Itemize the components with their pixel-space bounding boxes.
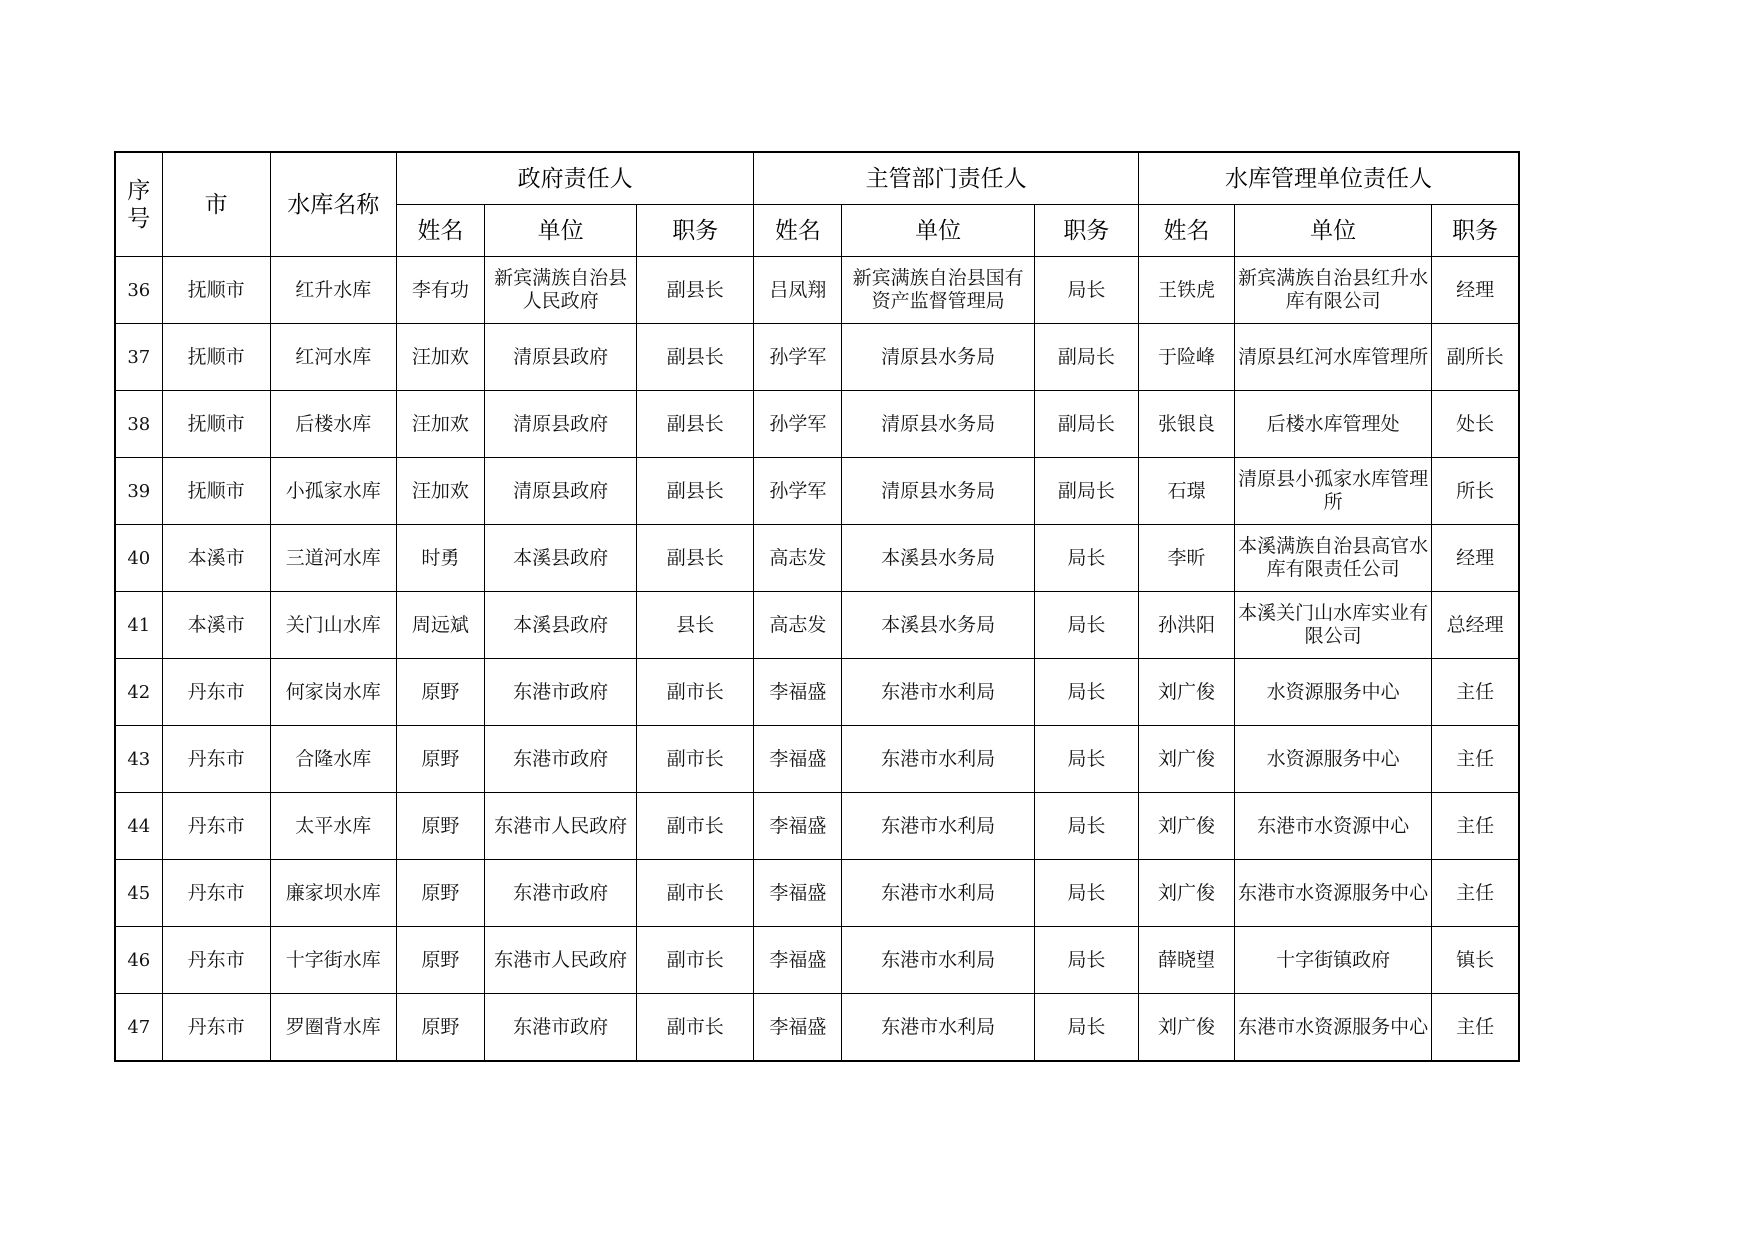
cell-dept-unit: 东港市水利局 bbox=[842, 927, 1034, 994]
cell-seq: 41 bbox=[115, 592, 162, 659]
cell-dept-title: 局长 bbox=[1034, 927, 1138, 994]
cell-seq: 38 bbox=[115, 391, 162, 458]
cell-gov-unit: 东港市政府 bbox=[484, 994, 636, 1062]
cell-reservoir: 红河水库 bbox=[270, 324, 396, 391]
table-row bbox=[115, 860, 1519, 927]
cell-dept-title: 局长 bbox=[1034, 793, 1138, 860]
header-group-management: 水库管理单位责任人 bbox=[1138, 152, 1519, 205]
cell-city: 丹东市 bbox=[162, 659, 270, 726]
cell-gov-name: 周远斌 bbox=[396, 592, 484, 659]
cell-gov-unit: 清原县政府 bbox=[484, 391, 636, 458]
cell-dept-unit: 东港市水利局 bbox=[842, 659, 1034, 726]
cell-dept-name: 孙学军 bbox=[754, 458, 842, 525]
header-mgmt-unit: 单位 bbox=[1235, 205, 1432, 257]
cell-seq: 45 bbox=[115, 860, 162, 927]
cell-mgmt-unit: 水资源服务中心 bbox=[1235, 726, 1432, 793]
cell-seq: 40 bbox=[115, 525, 162, 592]
cell-dept-name: 孙学军 bbox=[754, 324, 842, 391]
cell-dept-name: 李福盛 bbox=[754, 860, 842, 927]
cell-city: 抚顺市 bbox=[162, 458, 270, 525]
cell-mgmt-title: 经理 bbox=[1432, 257, 1519, 324]
cell-dept-unit: 清原县水务局 bbox=[842, 458, 1034, 525]
cell-mgmt-unit: 东港市水资源服务中心 bbox=[1235, 994, 1432, 1062]
cell-dept-name: 高志发 bbox=[754, 592, 842, 659]
cell-gov-title: 副市长 bbox=[637, 860, 754, 927]
cell-gov-title: 副市长 bbox=[637, 659, 754, 726]
cell-seq: 46 bbox=[115, 927, 162, 994]
cell-reservoir: 廉家坝水库 bbox=[270, 860, 396, 927]
cell-mgmt-unit: 东港市水资源中心 bbox=[1235, 793, 1432, 860]
cell-seq: 37 bbox=[115, 324, 162, 391]
cell-dept-unit: 新宾满族自治县国有资产监督管理局 bbox=[842, 257, 1034, 324]
cell-seq: 47 bbox=[115, 994, 162, 1062]
cell-gov-name: 时勇 bbox=[396, 525, 484, 592]
cell-gov-name: 原野 bbox=[396, 659, 484, 726]
cell-gov-name: 原野 bbox=[396, 860, 484, 927]
cell-seq: 43 bbox=[115, 726, 162, 793]
cell-dept-name: 李福盛 bbox=[754, 927, 842, 994]
cell-dept-title: 副局长 bbox=[1034, 324, 1138, 391]
cell-gov-name: 李有功 bbox=[396, 257, 484, 324]
cell-mgmt-title: 主任 bbox=[1432, 726, 1519, 793]
table-body bbox=[115, 257, 1519, 1062]
header-group-department: 主管部门责任人 bbox=[754, 152, 1139, 205]
cell-gov-unit: 东港市政府 bbox=[484, 726, 636, 793]
cell-mgmt-title: 总经理 bbox=[1432, 592, 1519, 659]
cell-gov-title: 副市长 bbox=[637, 994, 754, 1062]
cell-dept-unit: 清原县水务局 bbox=[842, 324, 1034, 391]
cell-city: 本溪市 bbox=[162, 525, 270, 592]
reservoir-responsibility-table bbox=[114, 151, 1520, 1062]
cell-mgmt-title: 主任 bbox=[1432, 793, 1519, 860]
cell-dept-title: 局长 bbox=[1034, 860, 1138, 927]
table-row bbox=[115, 592, 1519, 659]
cell-city: 丹东市 bbox=[162, 860, 270, 927]
cell-dept-unit: 东港市水利局 bbox=[842, 994, 1034, 1062]
cell-gov-name: 汪加欢 bbox=[396, 324, 484, 391]
cell-gov-title: 副县长 bbox=[637, 391, 754, 458]
table-row bbox=[115, 659, 1519, 726]
cell-mgmt-name: 李昕 bbox=[1138, 525, 1234, 592]
cell-gov-title: 副县长 bbox=[637, 324, 754, 391]
cell-mgmt-unit: 新宾满族自治县红升水库有限公司 bbox=[1235, 257, 1432, 324]
cell-mgmt-unit: 后楼水库管理处 bbox=[1235, 391, 1432, 458]
cell-mgmt-unit: 清原县红河水库管理所 bbox=[1235, 324, 1432, 391]
cell-mgmt-title: 镇长 bbox=[1432, 927, 1519, 994]
header-reservoir: 水库名称 bbox=[270, 152, 396, 257]
cell-city: 抚顺市 bbox=[162, 391, 270, 458]
cell-gov-unit: 东港市人民政府 bbox=[484, 927, 636, 994]
cell-city: 本溪市 bbox=[162, 592, 270, 659]
cell-city: 丹东市 bbox=[162, 793, 270, 860]
cell-gov-title: 副市长 bbox=[637, 726, 754, 793]
table-row bbox=[115, 793, 1519, 860]
table-row bbox=[115, 726, 1519, 793]
cell-reservoir: 合隆水库 bbox=[270, 726, 396, 793]
table-row bbox=[115, 458, 1519, 525]
cell-mgmt-unit: 十字街镇政府 bbox=[1235, 927, 1432, 994]
cell-mgmt-unit: 本溪关门山水库实业有限公司 bbox=[1235, 592, 1432, 659]
cell-gov-title: 副市长 bbox=[637, 927, 754, 994]
cell-gov-unit: 本溪县政府 bbox=[484, 525, 636, 592]
cell-dept-title: 局长 bbox=[1034, 257, 1138, 324]
header-gov-unit: 单位 bbox=[484, 205, 636, 257]
cell-city: 丹东市 bbox=[162, 994, 270, 1062]
table-row bbox=[115, 927, 1519, 994]
cell-mgmt-name: 刘广俊 bbox=[1138, 793, 1234, 860]
table-row bbox=[115, 525, 1519, 592]
header-group-row bbox=[115, 152, 1519, 205]
cell-mgmt-unit: 水资源服务中心 bbox=[1235, 659, 1432, 726]
cell-gov-title: 副县长 bbox=[637, 257, 754, 324]
cell-gov-unit: 东港市政府 bbox=[484, 659, 636, 726]
header-gov-title: 职务 bbox=[637, 205, 754, 257]
cell-reservoir: 罗圈背水库 bbox=[270, 994, 396, 1062]
cell-dept-unit: 本溪县水务局 bbox=[842, 525, 1034, 592]
cell-dept-title: 副局长 bbox=[1034, 391, 1138, 458]
header-mgmt-title: 职务 bbox=[1432, 205, 1519, 257]
header-dept-name: 姓名 bbox=[754, 205, 842, 257]
table-row bbox=[115, 994, 1519, 1062]
cell-mgmt-title: 副所长 bbox=[1432, 324, 1519, 391]
header-dept-title: 职务 bbox=[1034, 205, 1138, 257]
cell-gov-title: 县长 bbox=[637, 592, 754, 659]
cell-mgmt-name: 薛晓望 bbox=[1138, 927, 1234, 994]
cell-gov-unit: 东港市人民政府 bbox=[484, 793, 636, 860]
cell-dept-unit: 东港市水利局 bbox=[842, 860, 1034, 927]
cell-dept-title: 局长 bbox=[1034, 994, 1138, 1062]
cell-mgmt-name: 孙洪阳 bbox=[1138, 592, 1234, 659]
cell-dept-title: 局长 bbox=[1034, 659, 1138, 726]
cell-mgmt-name: 于险峰 bbox=[1138, 324, 1234, 391]
cell-reservoir: 三道河水库 bbox=[270, 525, 396, 592]
cell-city: 丹东市 bbox=[162, 927, 270, 994]
cell-dept-title: 副局长 bbox=[1034, 458, 1138, 525]
cell-gov-unit: 清原县政府 bbox=[484, 324, 636, 391]
cell-gov-name: 汪加欢 bbox=[396, 391, 484, 458]
cell-reservoir: 关门山水库 bbox=[270, 592, 396, 659]
table-row bbox=[115, 391, 1519, 458]
cell-mgmt-title: 主任 bbox=[1432, 860, 1519, 927]
cell-dept-unit: 东港市水利局 bbox=[842, 793, 1034, 860]
cell-mgmt-name: 张银良 bbox=[1138, 391, 1234, 458]
cell-dept-title: 局长 bbox=[1034, 525, 1138, 592]
header-mgmt-name: 姓名 bbox=[1138, 205, 1234, 257]
cell-mgmt-name: 石璟 bbox=[1138, 458, 1234, 525]
cell-dept-name: 李福盛 bbox=[754, 994, 842, 1062]
cell-dept-name: 高志发 bbox=[754, 525, 842, 592]
cell-dept-unit: 东港市水利局 bbox=[842, 726, 1034, 793]
cell-gov-title: 副市长 bbox=[637, 793, 754, 860]
cell-mgmt-title: 处长 bbox=[1432, 391, 1519, 458]
header-group-government: 政府责任人 bbox=[396, 152, 754, 205]
cell-reservoir: 何家岗水库 bbox=[270, 659, 396, 726]
cell-dept-title: 局长 bbox=[1034, 726, 1138, 793]
cell-mgmt-title: 所长 bbox=[1432, 458, 1519, 525]
table-row bbox=[115, 257, 1519, 324]
cell-dept-unit: 本溪县水务局 bbox=[842, 592, 1034, 659]
cell-reservoir: 后楼水库 bbox=[270, 391, 396, 458]
cell-reservoir: 十字街水库 bbox=[270, 927, 396, 994]
cell-gov-title: 副县长 bbox=[637, 458, 754, 525]
cell-mgmt-title: 主任 bbox=[1432, 659, 1519, 726]
cell-seq: 36 bbox=[115, 257, 162, 324]
cell-seq: 42 bbox=[115, 659, 162, 726]
cell-mgmt-title: 主任 bbox=[1432, 994, 1519, 1062]
cell-gov-unit: 新宾满族自治县人民政府 bbox=[484, 257, 636, 324]
cell-city: 抚顺市 bbox=[162, 324, 270, 391]
cell-dept-name: 李福盛 bbox=[754, 726, 842, 793]
cell-dept-unit: 清原县水务局 bbox=[842, 391, 1034, 458]
cell-mgmt-name: 刘广俊 bbox=[1138, 726, 1234, 793]
cell-dept-name: 孙学军 bbox=[754, 391, 842, 458]
header-dept-unit: 单位 bbox=[842, 205, 1034, 257]
cell-mgmt-name: 王铁虎 bbox=[1138, 257, 1234, 324]
cell-gov-name: 原野 bbox=[396, 726, 484, 793]
cell-seq: 44 bbox=[115, 793, 162, 860]
cell-mgmt-unit: 东港市水资源服务中心 bbox=[1235, 860, 1432, 927]
cell-reservoir: 太平水库 bbox=[270, 793, 396, 860]
header-gov-name: 姓名 bbox=[396, 205, 484, 257]
cell-mgmt-name: 刘广俊 bbox=[1138, 659, 1234, 726]
cell-seq: 39 bbox=[115, 458, 162, 525]
cell-dept-name: 吕凤翔 bbox=[754, 257, 842, 324]
cell-gov-name: 原野 bbox=[396, 793, 484, 860]
cell-gov-name: 原野 bbox=[396, 927, 484, 994]
cell-mgmt-name: 刘广俊 bbox=[1138, 994, 1234, 1062]
cell-reservoir: 红升水库 bbox=[270, 257, 396, 324]
cell-mgmt-title: 经理 bbox=[1432, 525, 1519, 592]
cell-dept-name: 李福盛 bbox=[754, 659, 842, 726]
header-city: 市 bbox=[162, 152, 270, 257]
cell-gov-title: 副县长 bbox=[637, 525, 754, 592]
cell-mgmt-unit: 本溪满族自治县高官水库有限责任公司 bbox=[1235, 525, 1432, 592]
cell-gov-unit: 清原县政府 bbox=[484, 458, 636, 525]
cell-gov-name: 原野 bbox=[396, 994, 484, 1062]
cell-gov-unit: 东港市政府 bbox=[484, 860, 636, 927]
cell-reservoir: 小孤家水库 bbox=[270, 458, 396, 525]
cell-gov-unit: 本溪县政府 bbox=[484, 592, 636, 659]
cell-mgmt-unit: 清原县小孤家水库管理所 bbox=[1235, 458, 1432, 525]
cell-city: 抚顺市 bbox=[162, 257, 270, 324]
cell-city: 丹东市 bbox=[162, 726, 270, 793]
cell-gov-name: 汪加欢 bbox=[396, 458, 484, 525]
cell-dept-name: 李福盛 bbox=[754, 793, 842, 860]
table-row bbox=[115, 324, 1519, 391]
cell-dept-title: 局长 bbox=[1034, 592, 1138, 659]
cell-mgmt-name: 刘广俊 bbox=[1138, 860, 1234, 927]
header-seq: 序号 bbox=[115, 152, 162, 257]
